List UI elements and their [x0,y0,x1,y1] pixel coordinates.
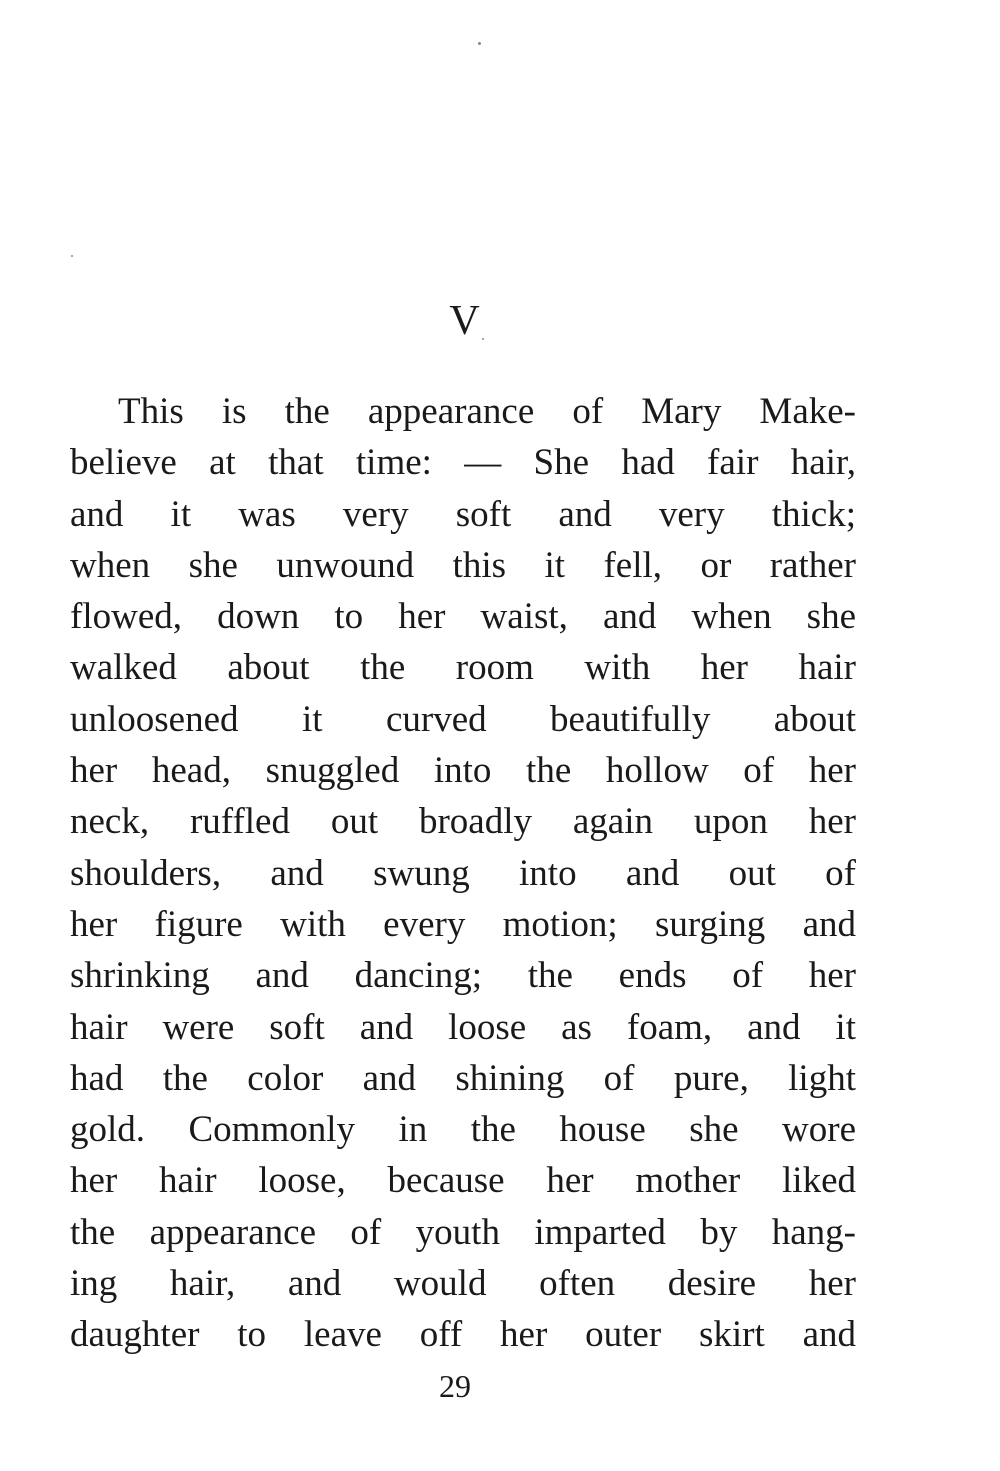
text-line: when she unwound this it fell, or rather [70,544,856,586]
scan-speck [478,42,481,45]
text-line: her head, snuggled into the hollow of her [70,750,856,792]
text-line: ing hair, and would often desire her [70,1263,856,1305]
text-line: walked about the room with her hair [70,647,856,689]
scan-speck [71,255,73,257]
text-line: and it was very soft and very thick; [70,493,856,535]
text-line: neck, ruffled out broadly again upon her [70,801,856,843]
text-line: had the color and shining of pure, light [70,1057,856,1099]
text-line: shrinking and dancing; the ends of her [70,955,856,997]
text-line: daughter to leave off her outer skirt and [70,1314,856,1356]
text-line: the appearance of youth imparted by hang- [70,1211,856,1253]
text-line: unloosened it curved beautifully about [70,698,856,740]
text-line: gold. Commonly in the house she wore [70,1109,856,1151]
text-line: her figure with every motion; surging and [70,903,856,945]
chapter-heading: V [449,298,481,344]
text-line: This is the appearance of Mary Make- [118,391,856,432]
text-line: shoulders, and swung into and out of [70,852,856,894]
text-line: hair were soft and loose as foam, and it [70,1006,856,1048]
text-line: her hair loose, because her mother liked [70,1160,856,1202]
text-line: believe at that time: — She had fair hair, [70,442,856,484]
page-number: 29 [439,1368,471,1404]
body-text [70,386,856,1361]
text-line: flowed, down to her waist, and when she [70,596,856,638]
